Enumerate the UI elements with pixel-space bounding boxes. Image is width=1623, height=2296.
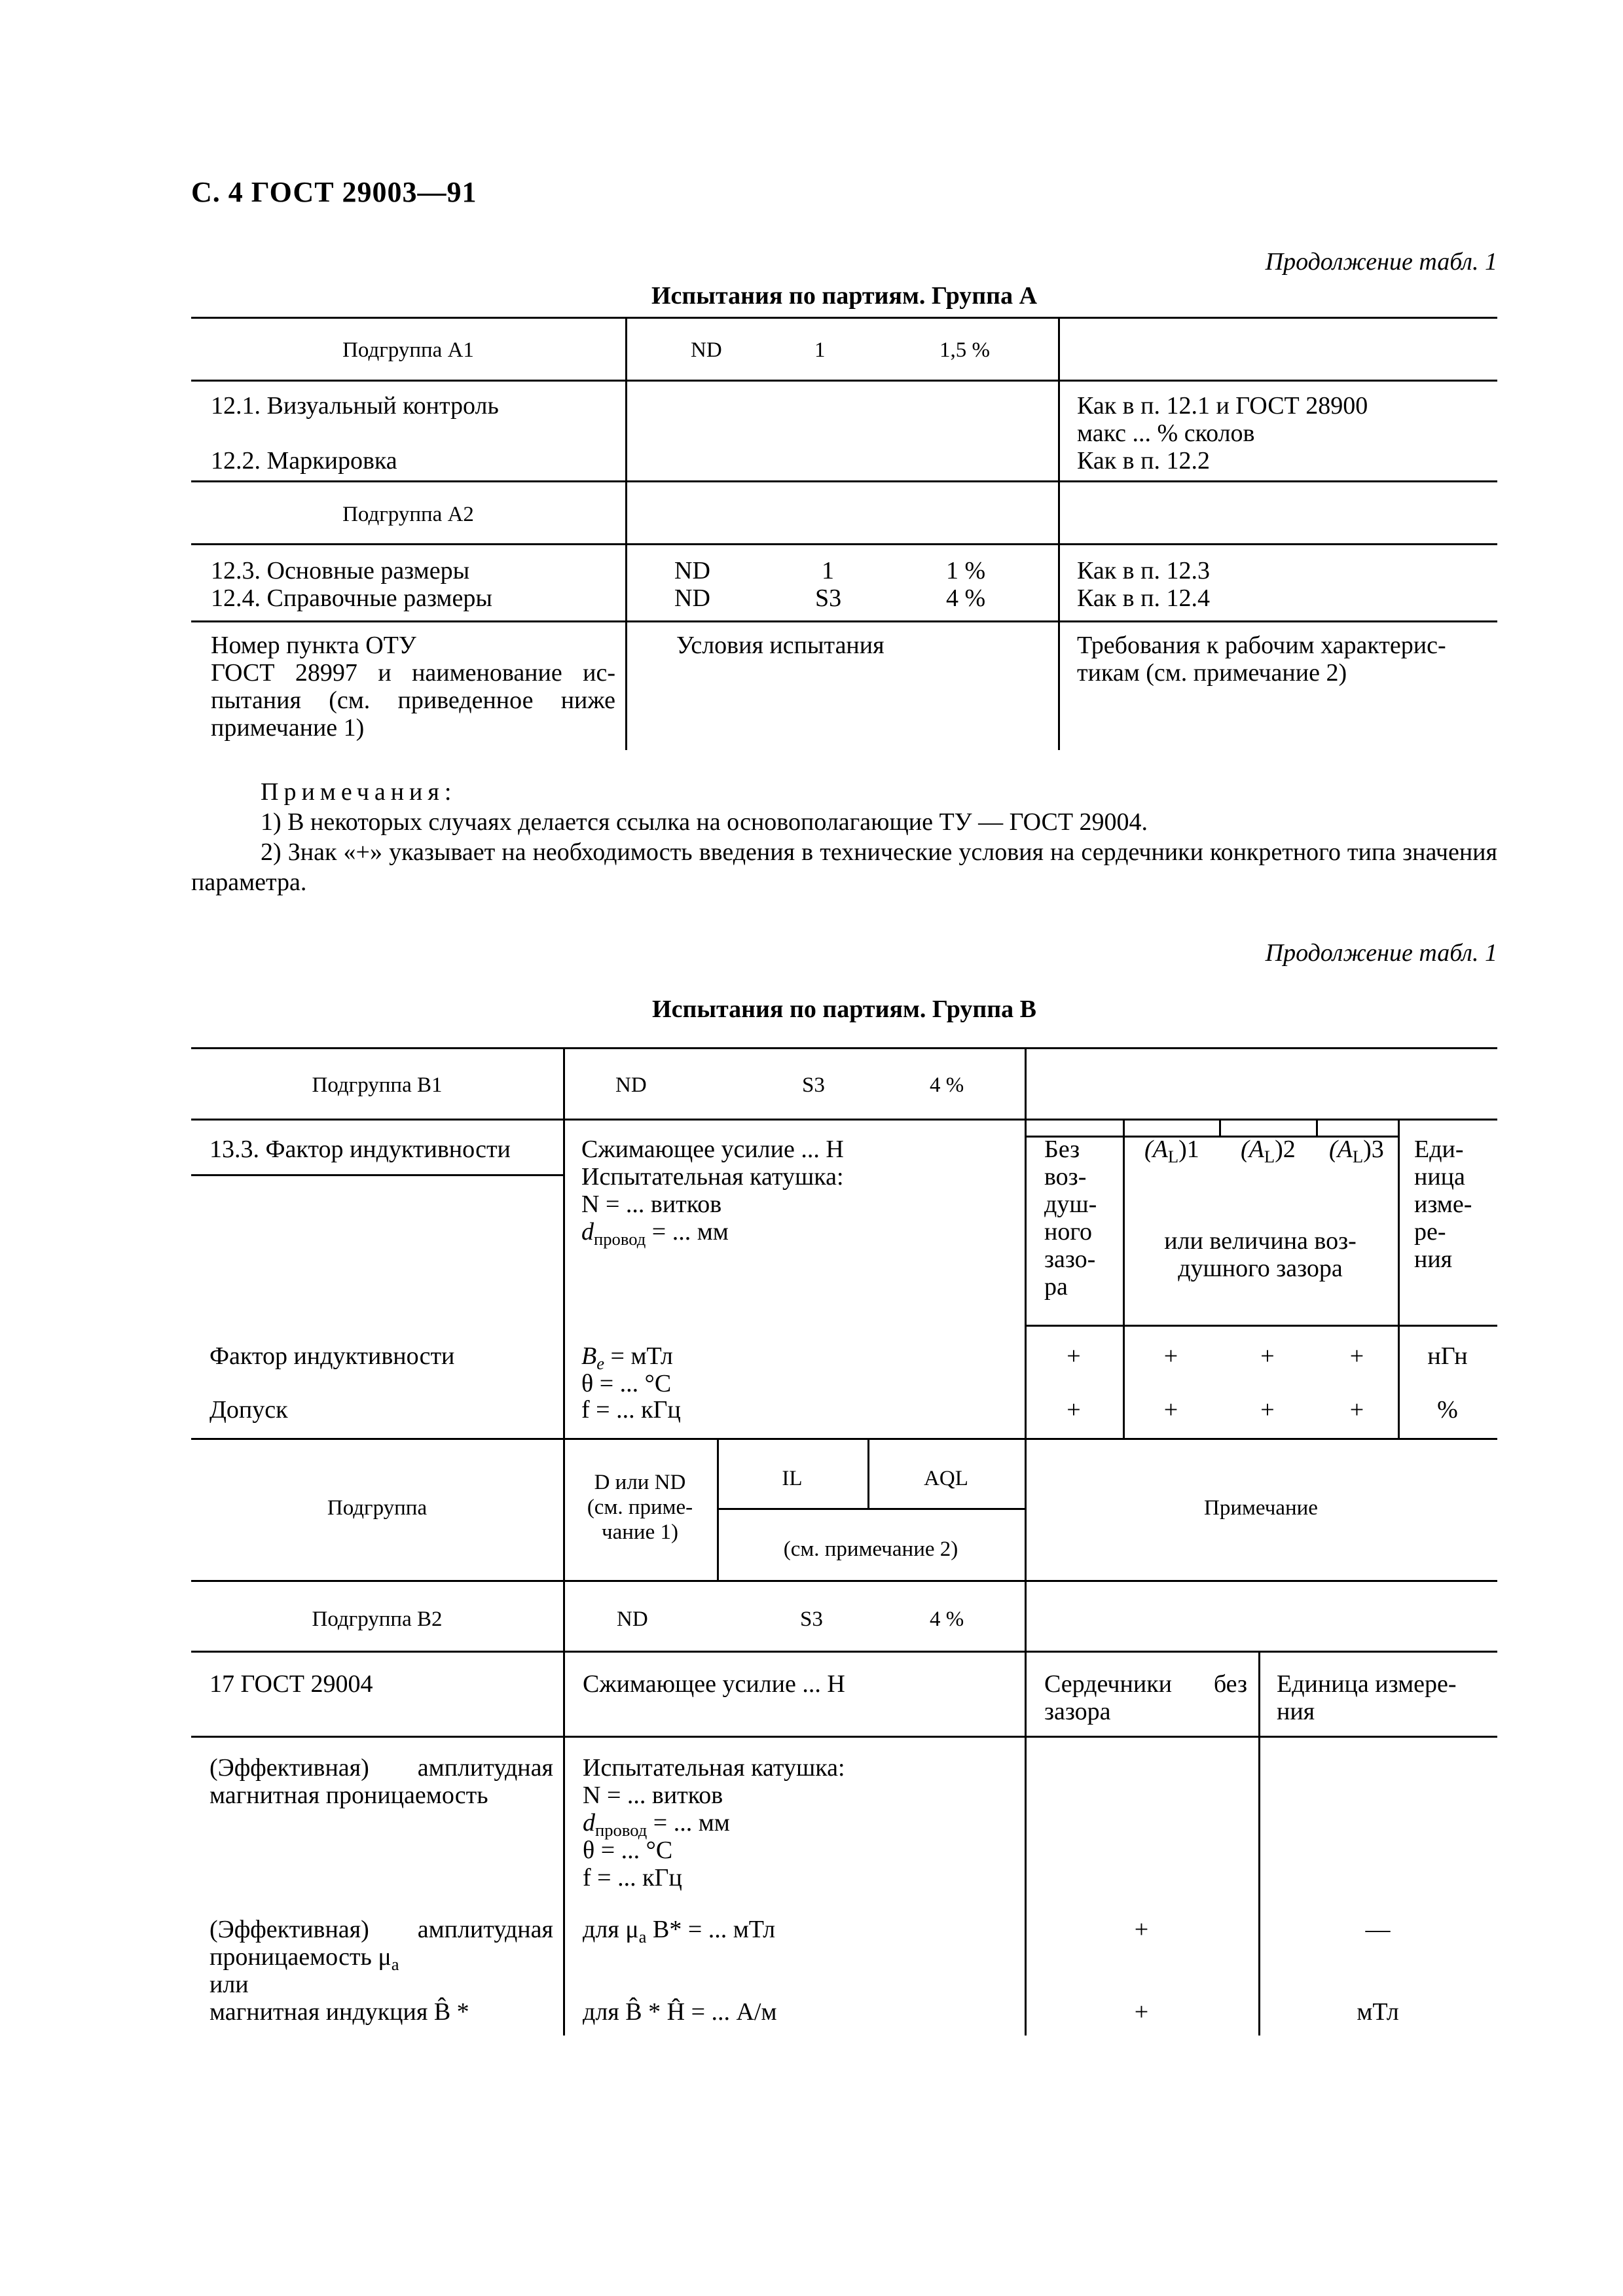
table-b-rule	[191, 1651, 1497, 1653]
al1-header: $(A_L)1$	[1144, 1136, 1199, 1166]
tolerance-unit: %	[1437, 1396, 1458, 1424]
header2-d-nd-2: (см. приме-	[587, 1496, 693, 1519]
row-12-1-req1: Как в п. 12.1 и ГОСТ 28900	[1077, 392, 1368, 420]
unit-h1: Еди-	[1414, 1136, 1464, 1163]
b1-aql: 4 %	[930, 1073, 964, 1097]
table-b-rule	[191, 1438, 1497, 1440]
perm-theta: θ = ... °С	[583, 1837, 673, 1864]
inductance-label: Фактор индуктивности	[210, 1342, 455, 1370]
row-12-3-nd: ND	[674, 557, 710, 584]
or-gap-line1: или величина воз-	[1164, 1227, 1357, 1255]
table-b-rule	[191, 1736, 1497, 1738]
no-gap-h3: душ-	[1044, 1191, 1097, 1218]
row-12-2-req: Как в п. 12.2	[1077, 447, 1210, 475]
tolerance-val-al2: +	[1260, 1396, 1275, 1424]
perm-freq: f = ... кГц	[583, 1864, 682, 1892]
table-b-rule	[1025, 1325, 1497, 1327]
table-a-rule	[191, 480, 1497, 482]
perm-mu-unit2: мТл	[1357, 1998, 1399, 2026]
row-12-1-label: 12.1. Визуальный контроль	[211, 392, 499, 420]
page-header: С. 4 ГОСТ 29003—91	[191, 176, 477, 208]
row-17-unit1: Единица измере-	[1277, 1670, 1457, 1698]
row-12-1-req2: макс ... % сколов	[1077, 420, 1255, 447]
a1-aql: 1,5 %	[939, 338, 990, 362]
continuation-label-b: Продолжение табл. 1	[1265, 939, 1497, 967]
unit-h2: ница	[1414, 1163, 1465, 1191]
no-gap-h1: Без	[1044, 1136, 1080, 1163]
perm-label2: магнитная проницаемость	[210, 1782, 488, 1809]
unit-h5: ния	[1414, 1246, 1453, 1273]
perm-mu-val1: +	[1134, 1916, 1149, 1943]
header2-d-nd-3: чание 1)	[602, 1520, 678, 1544]
head-col1-line4: примечание 1)	[211, 714, 365, 742]
header2-subgroup: Подгруппа	[327, 1496, 428, 1520]
table-b-rule	[717, 1508, 1025, 1510]
b2-nd: ND	[617, 1607, 648, 1631]
row-17-cond: Сжимающее усилие ... Н	[583, 1670, 845, 1698]
row-12-4-il: S3	[815, 584, 842, 612]
row-12-3-req: Как в п. 12.3	[1077, 557, 1210, 584]
table-b-col-divider	[1316, 1119, 1318, 1136]
no-gap-h5: зазо-	[1044, 1246, 1096, 1273]
perm-mu-label4: магнитная индукция B̂ *	[210, 1998, 469, 2026]
row-13-3-cond4: $d_{провод}$ = ... мм	[581, 1218, 729, 1249]
a1-il: 1	[814, 338, 826, 362]
perm-label1: (Эффективная) амплитудная	[210, 1754, 553, 1782]
notes-title: Примечания:	[261, 778, 457, 806]
perm-coil: Испытательная катушка:	[583, 1754, 845, 1782]
tolerance-val-no-gap: +	[1067, 1396, 1081, 1424]
note-2: 2) Знак «+» указывает на необходимость введения в технические условия на сердечники конкретного типа значения параметра.	[191, 838, 1497, 896]
row-13-3-cond1: Сжимающее усилие ... Н	[581, 1136, 844, 1163]
head-col3-line2: тикам (см. примечание 2)	[1077, 659, 1347, 687]
perm-mu-label1: (Эффективная) амплитудная	[210, 1916, 553, 1943]
al2-header: $(A_L)2$	[1241, 1136, 1296, 1166]
perm-mu-cond1: для $\mu_a$ B* = ... мТл	[583, 1916, 776, 1946]
inductance-val-al2: +	[1260, 1342, 1275, 1370]
row-17-cores1: Сердечники без	[1044, 1670, 1247, 1698]
b2-aql: 4 %	[930, 1607, 964, 1631]
inductance-val-no-gap: +	[1067, 1342, 1081, 1370]
perm-wire: $d_{провод}$ = ... мм	[583, 1809, 730, 1840]
a1-nd: ND	[691, 338, 722, 362]
row-13-3-cond2: Испытательная катушка:	[581, 1163, 844, 1191]
tolerance-val-al3: +	[1349, 1396, 1364, 1424]
inductance-cond: $B_e$ = мТл	[581, 1342, 673, 1373]
freq-cond: f = ... кГц	[581, 1396, 681, 1424]
table-a-title: Испытания по партиям. Группа А	[651, 282, 1038, 310]
table-b-col-divider	[1398, 1119, 1400, 1438]
row-17-label: 17 ГОСТ 29004	[210, 1670, 373, 1698]
row-12-2-label: 12.2. Маркировка	[211, 447, 397, 475]
table-b-rule	[191, 1580, 1497, 1582]
row-12-3-il: 1	[822, 557, 834, 584]
unit-h4: ре-	[1414, 1218, 1446, 1246]
inductance-unit: нГн	[1427, 1342, 1468, 1370]
header2-il: IL	[782, 1467, 803, 1490]
perm-mu-cond2: для B̂ * Ĥ = ... А/м	[583, 1998, 777, 2026]
perm-mu-label2: проницаемость $\mu_a$	[210, 1943, 399, 1974]
table-b-col-divider	[1025, 1047, 1027, 2036]
subgroup-a1-label: Подгруппа A1	[342, 338, 474, 362]
table-b-col-divider	[1219, 1119, 1221, 1136]
table-b-col-divider	[1258, 1651, 1260, 2036]
no-gap-h6: ра	[1044, 1273, 1068, 1300]
row-13-3-cond3: N = ... витков	[581, 1191, 722, 1218]
row-12-3-aql: 1 %	[946, 557, 986, 584]
table-a-top-rule	[191, 317, 1497, 319]
inductance-val-al3: +	[1349, 1342, 1364, 1370]
b1-il: S3	[802, 1073, 825, 1097]
perm-turns: N = ... витков	[583, 1782, 723, 1809]
head-col3-line1: Требования к рабочим характерис-	[1077, 632, 1446, 659]
table-a-col-divider	[1058, 317, 1060, 750]
head-col2: Условия испытания	[676, 632, 884, 659]
row-17-cores2: зазора	[1044, 1698, 1111, 1725]
header2-see-note2: (см. примечание 2)	[783, 1537, 958, 1561]
theta-cond: θ = ... °С	[581, 1370, 672, 1397]
perm-mu-unit1: —	[1365, 1916, 1391, 1943]
no-gap-h2: воз-	[1044, 1163, 1087, 1191]
inductance-val-al1: +	[1163, 1342, 1178, 1370]
table-b-rule	[191, 1119, 1497, 1121]
table-a-rule	[191, 380, 1497, 382]
unit-h3: изме-	[1414, 1191, 1472, 1218]
row-12-4-aql: 4 %	[946, 584, 986, 612]
head-col1-line1: Номер пункта ОТУ	[211, 632, 416, 659]
row-12-4-nd: ND	[674, 584, 710, 612]
row-17-unit2: ния	[1277, 1698, 1315, 1725]
b1-nd: ND	[615, 1073, 647, 1097]
table-b-title: Испытания по партиям. Группа В	[652, 996, 1036, 1023]
subgroup-b1-label: Подгруппа B1	[312, 1073, 443, 1097]
tolerance-val-al1: +	[1163, 1396, 1178, 1424]
perm-mu-label3: или	[210, 1971, 249, 1998]
b2-il: S3	[800, 1607, 823, 1631]
subgroup-a2-label: Подгруппа A2	[342, 503, 474, 526]
header2-aql: AQL	[924, 1467, 968, 1490]
table-a-rule	[191, 543, 1497, 545]
note-1: 1) В некоторых случаях делается ссылка на основополагающие ТУ — ГОСТ 29004.	[261, 808, 1148, 836]
row-12-4-req: Как в п. 12.4	[1077, 584, 1210, 612]
header2-note: Примечание	[1204, 1496, 1318, 1520]
no-gap-h4: ного	[1044, 1218, 1092, 1246]
row-12-4-label: 12.4. Справочные размеры	[211, 584, 492, 612]
head-col1-line2: ГОСТ 28997 и наименование ис-	[211, 659, 615, 687]
tolerance-label: Допуск	[210, 1396, 288, 1424]
or-gap-line2: душного зазора	[1178, 1255, 1343, 1282]
perm-mu-val2: +	[1134, 1998, 1149, 2026]
continuation-label-a: Продолжение табл. 1	[1265, 248, 1497, 276]
table-a-rule	[191, 620, 1497, 622]
head-col1-line3: пытания (см. приведенное ниже	[211, 687, 615, 714]
subgroup-b2-label: Подгруппа B2	[312, 1607, 443, 1631]
notes-block	[191, 777, 1497, 897]
table-b-rule	[191, 1174, 563, 1176]
row-12-3-label: 12.3. Основные размеры	[211, 557, 470, 584]
table-b-top-rule	[191, 1047, 1497, 1049]
al3-header: $(A_L)3$	[1329, 1136, 1384, 1166]
header2-d-nd-1: D или ND	[594, 1471, 686, 1494]
table-a-col-divider	[625, 317, 627, 750]
row-13-3-label: 13.3. Фактор индуктивности	[210, 1136, 511, 1163]
